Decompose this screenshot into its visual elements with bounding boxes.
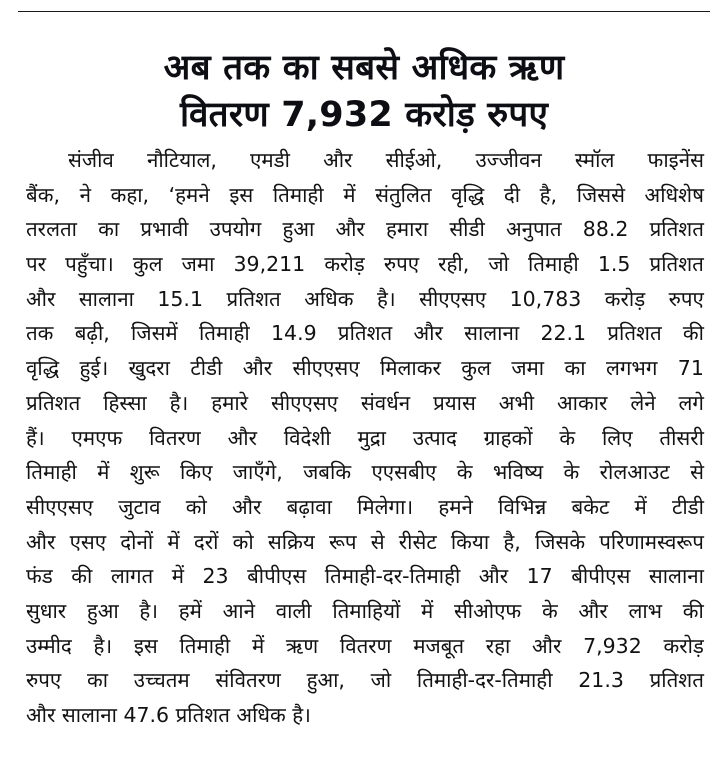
article-word: पर [26, 252, 47, 277]
article-word: रूप [328, 529, 357, 554]
article-word: किए [180, 460, 213, 485]
article-word: तीसरी [659, 425, 704, 450]
article-word: तिमाही [272, 182, 324, 207]
article-word: संवर्धन [360, 390, 411, 415]
article-word: को [185, 494, 207, 519]
article-word: प्रयास [433, 390, 476, 415]
article-word: वृद्धि [26, 356, 60, 381]
article-word: और [232, 494, 262, 519]
article-word: वाली [275, 598, 312, 623]
article-line [26, 282, 704, 317]
article-word: वितरण [149, 425, 201, 450]
article-body [26, 143, 704, 733]
article-word: 22.1 [540, 321, 587, 346]
article-word: और [532, 633, 562, 658]
article-word: तिमाही-दर-तिमाही [324, 564, 461, 589]
article-word: अभी [498, 390, 535, 415]
article-word: का [98, 217, 120, 242]
article-word: प्रतिशत [649, 668, 704, 693]
article-word: संतुलित [375, 182, 432, 207]
article-line [26, 212, 704, 247]
article-word: उपयोग [209, 217, 262, 242]
article-word: दी [503, 182, 521, 207]
article-line [26, 629, 704, 664]
article-word: प्रतिशत [607, 321, 662, 346]
article-word: 17 [526, 564, 553, 589]
article-word: प्रतिशत [649, 252, 704, 277]
article-line [26, 455, 704, 490]
article-word: आकार [557, 390, 608, 415]
article-word: है, [539, 182, 558, 207]
article-word: दरों [193, 529, 219, 554]
article-word: 15.1 [157, 286, 203, 311]
article-word: कहा, [110, 182, 150, 207]
article-word: हुआ [282, 217, 315, 242]
article-word: बढ़ावा [286, 494, 332, 519]
article-word: और [413, 321, 443, 346]
article-word: विभिन्न [498, 494, 547, 519]
article-line: और सालाना 47.6 प्रतिशत अधिक है। [26, 703, 311, 727]
article-word: तरलता [26, 217, 77, 242]
article-line [26, 351, 704, 386]
page-title [18, 45, 710, 139]
article-word: वृद्धि [451, 182, 485, 207]
article-word: में [167, 529, 180, 554]
article-line [26, 559, 704, 594]
article-word: तिमाही-दर-तिमाही [416, 668, 553, 693]
article-line [26, 421, 704, 456]
article-word: उम्मीद [26, 633, 72, 658]
article-word: कुल [461, 356, 491, 381]
article-word: ग्राहकों [483, 425, 533, 450]
article-word: करोड़ [604, 286, 646, 311]
article-word: है, [503, 529, 521, 554]
article-word: रुपए [383, 252, 420, 277]
article-word: संजीव [68, 148, 114, 172]
article-word: जबकि [303, 460, 352, 485]
article-word: सीओएफ [453, 598, 522, 623]
article-word: प्रतिशत [26, 390, 81, 415]
article-word: और [578, 598, 608, 623]
article-word: हुआ [86, 598, 119, 623]
article-word: अधिक [304, 286, 354, 311]
article-word: वितरण [339, 633, 392, 658]
article-word: जो [488, 252, 509, 277]
article-word: उत्पाद [412, 425, 457, 450]
article-word: का [86, 668, 109, 693]
article-line [26, 143, 704, 178]
headline-line-1: अब तक का सबसे अधिक ऋण [163, 48, 565, 89]
article-line [26, 490, 704, 525]
article-word: टीडी [672, 494, 704, 519]
article-word: बीपीएस [247, 564, 307, 589]
article-word: करोड़ [663, 633, 704, 658]
article-word: एसए [69, 529, 107, 554]
article-word: में [251, 633, 265, 658]
article-word: 21.3 [578, 668, 624, 693]
article-word: है। [169, 390, 189, 415]
article-word: तिमाही [179, 633, 231, 658]
top-divider-rule [18, 11, 710, 12]
article-word: तिमाही [198, 321, 250, 346]
article-word: रुपए [26, 668, 62, 693]
article-line [26, 247, 704, 282]
article-word: के [456, 460, 473, 485]
article-word: तिमाही [527, 252, 579, 277]
article-word: से [690, 460, 704, 485]
article-word: 1.5 [597, 252, 631, 277]
headline-line-2: वितरण 7,932 करोड़ रुपए [179, 95, 549, 136]
article-word: सीडी [449, 217, 485, 242]
article-word: टीडी [190, 356, 223, 381]
article-word: की [71, 564, 93, 589]
article-word: की [682, 321, 704, 346]
article-word: फाइनेंस [647, 148, 704, 172]
article-word: सीएएसए [26, 494, 94, 519]
article-word: तक [26, 321, 54, 346]
article-word: अनुपात [505, 217, 562, 242]
article-word: जिससे [576, 182, 625, 207]
article-word: 7,932 [583, 633, 642, 658]
article-word: 88.2 [582, 217, 629, 242]
article-word: के [541, 598, 558, 623]
article-word: और [26, 286, 56, 311]
article-word: मिलेगा। [357, 494, 414, 519]
article-word: सालाना [648, 564, 704, 589]
article-word: सीएएसए [270, 390, 339, 415]
article-word: प्रतिशत [337, 321, 393, 346]
article-word: है। [93, 633, 113, 658]
article-word: के [559, 425, 576, 450]
article-line [26, 663, 704, 698]
article-word: सालाना [78, 286, 134, 311]
article-word: जमा [181, 252, 215, 277]
article-word: रुपए [668, 286, 704, 311]
article-word: विदेशी [283, 425, 331, 450]
article-word: मजबूत [413, 633, 465, 658]
article-word: के [563, 460, 580, 485]
article-word: में [420, 598, 434, 623]
article-word: स्मॉल [574, 148, 615, 172]
article-word: जिसमें [131, 321, 178, 346]
article-word: जाएँगे, [232, 460, 283, 485]
article-line [26, 316, 704, 351]
article-word: लेने [630, 390, 656, 415]
article-word: और [227, 425, 257, 450]
article-word: को [232, 529, 254, 554]
article-word: प्रतिशत [649, 217, 704, 242]
article-word: उच्चतम [133, 668, 190, 693]
article-word: 23 [202, 564, 229, 589]
article-word: सक्रिय [267, 529, 315, 554]
article-line [26, 178, 704, 213]
article-word: जिसके [534, 529, 586, 554]
article-word: में [343, 182, 356, 207]
article-word: रोलआउट [599, 460, 670, 485]
article-word: आने [222, 598, 255, 623]
article-word: लगे [678, 390, 704, 415]
article-word: और [335, 217, 365, 242]
article-word: फंड [26, 564, 53, 589]
article-word: में [634, 494, 647, 519]
article-word: से [370, 529, 385, 554]
article-word: बढ़ी, [74, 321, 110, 346]
article-word: 71 [677, 356, 704, 381]
article-word: सुधार [26, 598, 67, 623]
article-word: बैंक, [26, 182, 60, 207]
article-word: हमें [178, 598, 202, 623]
article-word: एमडी [250, 148, 290, 172]
article-word: हुई। [79, 356, 109, 381]
article-word: प्रतिशत [226, 286, 281, 311]
article-word: अधिशेष [644, 182, 704, 207]
article-word: नौटियाल, [146, 148, 217, 172]
article-word: लिए [601, 425, 633, 450]
article-word: तिमाही [26, 460, 77, 485]
article-word: रीसेट [398, 529, 437, 554]
article-word: सीएएसए [419, 286, 487, 311]
article-word: और [478, 564, 509, 589]
article-word: उज्जीवन [475, 148, 542, 172]
article-line [26, 525, 704, 560]
article-word: 10,783 [509, 286, 582, 311]
article-word: एमएफ [71, 425, 123, 450]
article-word: लगभग [605, 356, 658, 381]
article-word: जमा [511, 356, 545, 381]
article-word: जो [370, 668, 392, 693]
article-word: इस [229, 182, 254, 207]
article-word: हुआ, [306, 668, 345, 693]
article-word: खुदरा [128, 356, 170, 381]
article-word: सीईओ, [385, 148, 443, 172]
article-word: दोनों [120, 529, 154, 554]
article-word: मुद्रा [357, 425, 386, 450]
article-word: है। [376, 286, 396, 311]
article-word: रहा [485, 633, 511, 658]
article-word: 39,211 [233, 252, 306, 277]
article-word: तिमाहियों [332, 598, 401, 623]
article-word: रही, [438, 252, 470, 277]
article-word: लागत [110, 564, 154, 589]
article-word: एएसबीए [371, 460, 437, 485]
article-word: का [564, 356, 586, 381]
article-word: ऋण [285, 633, 319, 658]
article-line [26, 386, 704, 421]
article-word: मिलाकर [379, 356, 441, 381]
article-word: और [26, 529, 56, 554]
article-word: इस [133, 633, 158, 658]
article-word: कुल [132, 252, 163, 277]
article-line [26, 594, 704, 629]
article-word: किया [450, 529, 490, 554]
article-word: लाभ [628, 598, 663, 623]
article-word: ‘हमने [168, 182, 210, 207]
article-word: शुरू [129, 460, 160, 485]
article-word: संवितरण [215, 668, 281, 693]
article-word: में [171, 564, 184, 589]
article-word: हमने [438, 494, 473, 519]
article-word: ने [79, 182, 91, 207]
article-word: भविष्य [492, 460, 544, 485]
article-word: की [682, 598, 704, 623]
article-word: पहुँचा। [65, 252, 114, 277]
article-word: हैं। [26, 425, 45, 450]
article-word: परिणामस्वरूप [599, 529, 704, 554]
article-word: और [242, 356, 273, 381]
article-word: प्रभावी [140, 217, 189, 242]
article-word: करोड़ [324, 252, 365, 277]
article-word: हिस्सा [103, 390, 147, 415]
article-word: जुटाव [118, 494, 161, 519]
article-word: हमारा [385, 217, 429, 242]
article-word: और [323, 148, 353, 172]
article-word: बकेट [571, 494, 610, 519]
article-word: हमारे [211, 390, 249, 415]
article-word: में [97, 460, 110, 485]
article-word: है। [139, 598, 159, 623]
article-word: बीपीएस [571, 564, 631, 589]
article-word: 14.9 [270, 321, 317, 346]
article-word: सालाना [464, 321, 520, 346]
article-word: सीएएसए [292, 356, 360, 381]
